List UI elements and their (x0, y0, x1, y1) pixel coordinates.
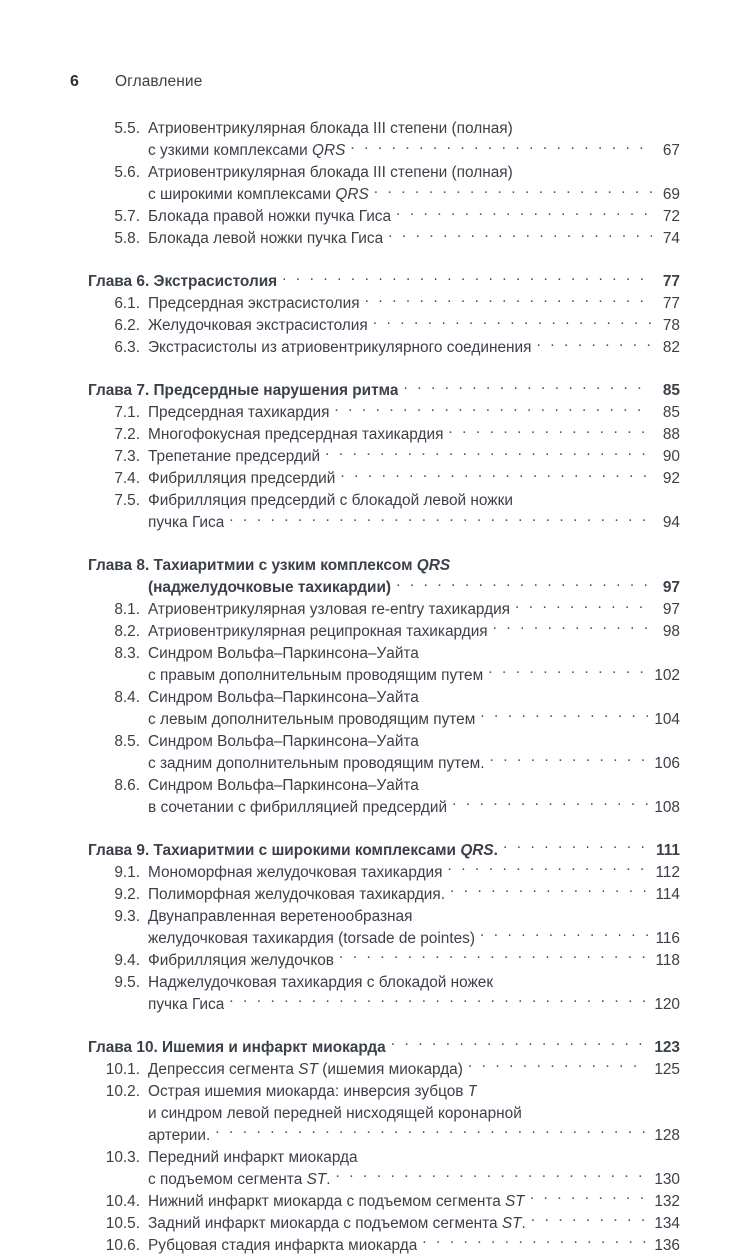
toc-chapter-heading[interactable] (88, 555, 680, 577)
toc-entry-title: с задним дополнительным проводящим путем. (148, 754, 485, 772)
dot-leader (417, 906, 652, 921)
toc-entry-title: с узкими комплексами QRS (148, 142, 346, 160)
dot-leader (229, 512, 652, 527)
dot-leader (480, 927, 648, 942)
dot-leader (336, 1168, 648, 1183)
toc-entry-title: Депрессия сегмента ST (ишемия миокарда) (148, 1060, 463, 1078)
toc-entry[interactable] (88, 424, 680, 446)
toc-entry[interactable] (88, 621, 680, 643)
dot-leader (503, 840, 648, 855)
toc-chapter-heading[interactable] (88, 840, 680, 862)
toc-entry[interactable] (88, 1146, 680, 1168)
dot-leader (424, 731, 652, 746)
toc-entry-title: (наджелудочковые тахикардии) (148, 579, 392, 597)
toc-entry-title: Глава 6. Экстрасистолия (88, 273, 278, 291)
toc-entry[interactable] (88, 1190, 680, 1212)
toc-entry-continuation[interactable] (88, 1124, 680, 1146)
toc-page-number: 72 (662, 208, 680, 226)
toc-entry-number: 9.3. (114, 907, 140, 925)
toc-entry-title: с широкими комплексами QRS (148, 186, 369, 204)
toc-page-number: 108 (654, 798, 680, 816)
toc-page-number: 90 (662, 448, 680, 466)
toc-entry-title: Многофокусная предсердная тахикардия (148, 426, 444, 444)
dot-leader (518, 118, 652, 133)
toc-entry-title: Наджелудочковая тахикардия с блокадой ножек (148, 973, 494, 991)
toc-entry-number: 5.7. (114, 208, 140, 226)
toc-entry-title: Острая ишемия миокарда: инверсия зубцов T (148, 1082, 478, 1100)
toc-chapter-heading[interactable] (88, 271, 680, 293)
running-head (70, 73, 202, 91)
dot-leader (374, 184, 652, 199)
toc-chapter-heading-continuation[interactable] (88, 577, 680, 599)
toc-entry-title: Фибрилляция предсердий (148, 470, 336, 488)
toc-entry-number: 6.2. (114, 317, 140, 335)
dot-leader (450, 884, 648, 899)
toc-entry-title: Синдром Вольфа–Паркинсона–Уайта (148, 689, 419, 707)
toc-entry-title: Задний инфаркт миокарда с подъемом сегмента ST. (148, 1214, 526, 1232)
dot-leader (215, 1124, 648, 1139)
toc-entry-number: 10.5. (105, 1214, 140, 1232)
dot-leader (515, 599, 652, 614)
dot-leader (452, 797, 648, 812)
toc-page-number: 92 (662, 470, 680, 488)
toc-entry[interactable] (88, 206, 680, 228)
italic-term: QRS (335, 186, 369, 204)
dot-leader (448, 424, 652, 439)
toc-entry[interactable] (88, 687, 680, 709)
toc-entry-continuation[interactable] (88, 993, 680, 1015)
toc-entry-continuation[interactable] (88, 665, 680, 687)
dot-leader (527, 1102, 652, 1117)
dot-leader (468, 1058, 648, 1073)
toc-entry[interactable] (88, 468, 680, 490)
dot-leader (530, 1190, 648, 1205)
toc-entry[interactable] (88, 490, 680, 512)
toc-page-number: 98 (662, 623, 680, 641)
italic-term: QRS (460, 841, 494, 859)
toc-entry-title: Атриовентрикулярная узловая re-entry тахикардия (148, 601, 511, 619)
toc-entry-title: Синдром Вольфа–Паркинсона–Уайта (148, 776, 419, 794)
toc-chapter-heading[interactable] (88, 1036, 680, 1058)
dot-leader (363, 1146, 652, 1161)
toc-entry-number: 10.2. (105, 1082, 140, 1100)
dot-leader (282, 271, 652, 286)
italic-term: ST (505, 1192, 525, 1210)
toc-entry-number: 7.1. (114, 404, 140, 422)
toc-page-number: 94 (662, 514, 680, 532)
dot-leader (350, 140, 652, 155)
toc-chapter-heading[interactable] (88, 380, 680, 402)
toc-entry-number: 7.4. (114, 470, 140, 488)
toc-entry-title: с левым дополнительным проводящим путем (148, 711, 476, 729)
dot-leader (340, 468, 652, 483)
toc-entry-title: с подъемом сегмента ST. (148, 1170, 331, 1188)
italic-term: QRS (312, 142, 346, 160)
toc-entry[interactable] (88, 293, 680, 315)
toc-entry-number: 9.5. (114, 973, 140, 991)
toc-entry[interactable] (88, 228, 680, 250)
dot-leader (388, 228, 652, 243)
toc-entry-title: желудочковая тахикардия (torsade de pointes) (148, 929, 476, 947)
chapter-spacer (88, 1015, 680, 1036)
toc-page-number: 69 (662, 186, 680, 204)
toc-entry[interactable] (88, 599, 680, 621)
toc-entry-continuation[interactable] (88, 797, 680, 819)
toc-entry-number: 7.2. (114, 426, 140, 444)
page-folio: 6 (70, 73, 79, 90)
toc-entry[interactable] (88, 337, 680, 359)
chapter-spacer (88, 534, 680, 555)
toc-page-number: 74 (662, 230, 680, 248)
dot-leader (325, 446, 652, 461)
toc-entry-number: 8.6. (114, 776, 140, 794)
toc-entry-title: пучка Гиса (148, 995, 225, 1013)
toc-page-number: 78 (662, 317, 680, 335)
italic-term: ST (501, 1214, 522, 1232)
toc-entry-title: Трепетание предсердий (148, 448, 321, 466)
toc-page-number: 77 (662, 273, 680, 291)
toc-entry[interactable] (88, 643, 680, 665)
dot-leader (498, 971, 652, 986)
toc-entry-number: 10.3. (105, 1148, 140, 1166)
table-of-contents (88, 118, 680, 1256)
toc-entry-title: Блокада правой ножки пучка Гиса (148, 208, 392, 226)
toc-page-number: 104 (654, 711, 680, 729)
toc-page-number: 120 (654, 995, 680, 1013)
toc-entry-title: Предсердная экстрасистолия (148, 295, 360, 313)
dot-leader (396, 577, 652, 592)
toc-entry-title: Атриовентрикулярная блокада III степени (полная) (148, 164, 513, 182)
toc-entry-number: 8.5. (114, 733, 140, 750)
toc-entry-title: Фибрилляция предсердий с блокадой левой ножки (148, 492, 513, 510)
toc-page-number: 125 (654, 1060, 680, 1078)
toc-entry-number: 8.2. (114, 623, 140, 641)
toc-entry[interactable] (88, 162, 680, 184)
toc-entry-title: Нижний инфаркт миокарда с подъемом сегмента ST (148, 1192, 525, 1210)
toc-entry-number: 8.1. (114, 601, 140, 619)
italic-term: T (467, 1082, 478, 1100)
dot-leader (365, 293, 652, 308)
toc-entry-title: Глава 8. Тахиаритмии с узким комплексом QRS (88, 557, 451, 575)
italic-term: ST (298, 1060, 318, 1078)
toc-entry[interactable] (88, 1212, 680, 1234)
toc-entry-continuation[interactable] (88, 1168, 680, 1190)
toc-entry[interactable] (88, 118, 680, 140)
dot-leader (518, 490, 652, 505)
dot-leader (455, 555, 652, 570)
toc-entry-continuation[interactable] (88, 927, 680, 949)
toc-page-number: 111 (656, 841, 680, 859)
toc-page-number: 123 (654, 1038, 680, 1056)
dot-leader (480, 709, 648, 724)
toc-entry-title: Глава 10. Ишемия и инфаркт миокарда (88, 1038, 386, 1056)
toc-page-number: 82 (662, 339, 680, 357)
toc-page-number: 97 (662, 579, 680, 597)
toc-entry-title: Фибрилляция желудочков (148, 951, 334, 969)
toc-entry-number: 9.1. (114, 863, 140, 881)
toc-entry-title: и синдром левой передней нисходящей коронарной (148, 1104, 522, 1122)
toc-entry-title: Синдром Вольфа–Паркинсона–Уайта (148, 645, 419, 663)
toc-entry-title: Атриовентрикулярная блокада III степени (полная) (148, 120, 513, 138)
toc-entry[interactable] (88, 315, 680, 337)
toc-entry-title: Атриовентрикулярная реципрокная тахикардия (148, 623, 488, 641)
toc-page-number: 77 (662, 295, 680, 313)
toc-entry-title: Полиморфная желудочковая тахикардия. (148, 885, 446, 903)
toc-entry-title: Мономорфная желудочковая тахикардия (148, 863, 443, 881)
dot-leader (422, 1234, 648, 1249)
toc-entry-number: 7.3. (114, 448, 140, 466)
toc-entry[interactable] (88, 884, 680, 906)
chapter-spacer (88, 250, 680, 271)
toc-page-number: 67 (662, 142, 680, 160)
toc-entry[interactable] (88, 775, 680, 797)
dot-leader (339, 949, 648, 964)
toc-entry[interactable] (88, 971, 680, 993)
toc-entry-title: пучка Гиса (148, 514, 225, 532)
toc-entry-number: 5.6. (114, 164, 140, 182)
toc-page-number: 97 (662, 601, 680, 619)
toc-page-number: 116 (655, 929, 680, 947)
italic-term: QRS (416, 557, 451, 575)
dot-leader (536, 337, 652, 352)
toc-entry[interactable] (88, 446, 680, 468)
toc-entry-continuation[interactable] (88, 184, 680, 206)
dot-leader (489, 753, 648, 768)
dot-leader (334, 402, 652, 417)
toc-entry-number: 8.3. (114, 645, 140, 663)
dot-leader (391, 1036, 648, 1051)
toc-entry-title: Двунаправленная веретенообразная (148, 907, 413, 925)
toc-entry-title: Синдром Вольфа–Паркинсона–Уайта (148, 733, 419, 750)
italic-term: ST (306, 1170, 327, 1188)
toc-entry-number: 10.1. (105, 1060, 140, 1078)
toc-entry[interactable] (88, 862, 680, 884)
toc-entry-title: Глава 9. Тахиаритмии с широкими комплексами QRS. (88, 841, 498, 859)
toc-entry-title: Глава 7. Предсердные нарушения ритма (88, 382, 399, 400)
toc-entry-number: 10.6. (105, 1236, 140, 1254)
toc-entry-title: в сочетании с фибрилляцией предсердий (148, 798, 448, 816)
dot-leader (424, 775, 652, 790)
toc-entry-title: Рубцовая стадия инфаркта миокарда (148, 1236, 418, 1254)
dot-leader (482, 1080, 652, 1095)
toc-entry-continuation[interactable] (88, 140, 680, 162)
toc-entry-title: Передний инфаркт миокарда (148, 1148, 358, 1166)
toc-entry-title: артерии. (148, 1126, 211, 1144)
toc-page-number: 88 (662, 426, 680, 444)
dot-leader (396, 206, 652, 221)
toc-page-number: 132 (654, 1192, 680, 1210)
toc-entry-title: Желудочковая экстрасистолия (148, 317, 368, 335)
toc-entry-number: 8.4. (114, 689, 140, 707)
toc-page-number: 114 (655, 885, 680, 903)
toc-entry-continuation[interactable] (88, 512, 680, 534)
dot-leader (424, 687, 652, 702)
toc-entry-number: 5.5. (114, 120, 140, 138)
toc-entry-title: Экстрасистолы из атриовентрикулярного соединения (148, 339, 532, 357)
toc-entry[interactable] (88, 402, 680, 424)
toc-entry-continuation[interactable] (88, 753, 680, 775)
toc-entry-number: 9.2. (114, 885, 140, 903)
toc-page-number: 112 (655, 863, 680, 881)
toc-entry-title: Предсердная тахикардия (148, 404, 330, 422)
toc-page-number: 85 (662, 382, 680, 400)
toc-entry-title: Блокада левой ножки пучка Гиса (148, 230, 384, 248)
dot-leader (531, 1212, 648, 1227)
toc-entry-number: 9.4. (114, 951, 140, 969)
dot-leader (518, 162, 652, 177)
toc-page-number: 136 (654, 1236, 680, 1254)
dot-leader (493, 621, 652, 636)
toc-page-number: 85 (662, 404, 680, 422)
toc-entry-continuation[interactable] (88, 1102, 680, 1124)
toc-entry-number: 10.4. (105, 1192, 140, 1210)
running-head-title: Оглавление (115, 73, 203, 90)
toc-page-number: 106 (654, 754, 680, 772)
chapter-spacer (88, 359, 680, 380)
toc-entry-title: с правым дополнительным проводящим путем (148, 667, 484, 685)
toc-page-number: 130 (654, 1170, 680, 1188)
toc-page-number: 102 (654, 667, 680, 685)
toc-entry-continuation[interactable] (88, 709, 680, 731)
toc-page-number: 134 (654, 1214, 680, 1232)
toc-entry[interactable] (88, 1058, 680, 1080)
dot-leader (373, 315, 652, 330)
toc-entry-number: 7.5. (114, 492, 140, 510)
dot-leader (424, 643, 652, 658)
toc-entry[interactable] (88, 906, 680, 928)
toc-page-number: 118 (655, 951, 680, 969)
dot-leader (229, 993, 648, 1008)
toc-entry[interactable] (88, 731, 680, 753)
dot-leader (448, 862, 649, 877)
toc-entry[interactable] (88, 1080, 680, 1102)
toc-entry[interactable] (88, 949, 680, 971)
toc-entry-number: 6.3. (114, 339, 140, 357)
toc-page-number: 128 (654, 1126, 680, 1144)
dot-leader (403, 380, 652, 395)
chapter-spacer (88, 819, 680, 840)
toc-entry-number: 6.1. (114, 295, 140, 313)
toc-entry-number: 5.8. (114, 230, 140, 248)
toc-entry[interactable] (88, 1234, 680, 1256)
dot-leader (488, 665, 648, 680)
